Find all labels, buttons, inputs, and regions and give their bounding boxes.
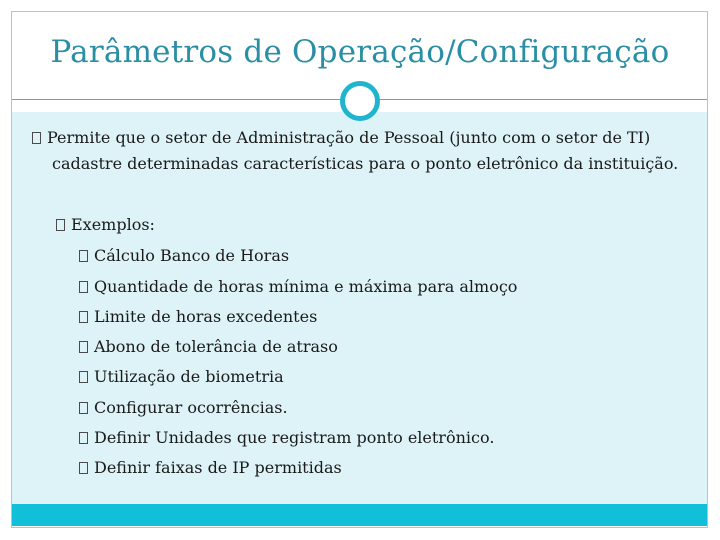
bullet-text: Permite que o setor de Administração de Pessoal (junto com o setor de TI)	[47, 128, 651, 147]
square-bullet-icon	[79, 311, 88, 323]
example-text: Configurar ocorrências.	[94, 398, 288, 417]
example-item	[79, 367, 284, 386]
example-item	[79, 337, 338, 356]
example-text: Utilização de biometria	[94, 367, 284, 386]
example-item	[79, 428, 494, 447]
example-text: Quantidade de horas mínima e máxima para almoço	[94, 277, 518, 296]
square-bullet-icon	[56, 219, 65, 231]
example-text: Cálculo Banco de Horas	[94, 246, 290, 265]
example-text: Definir Unidades que registram ponto eletrônico.	[94, 428, 495, 447]
example-text: Limite de horas excedentes	[94, 307, 318, 326]
example-item	[79, 277, 517, 296]
square-bullet-icon	[79, 250, 88, 262]
bullet-item	[32, 128, 650, 147]
example-item	[79, 307, 317, 326]
example-text: Definir faixas de IP permitidas	[94, 458, 342, 477]
square-bullet-icon	[79, 462, 88, 474]
examples-label: Exemplos:	[71, 215, 155, 234]
square-bullet-icon	[79, 402, 88, 414]
square-bullet-icon	[79, 341, 88, 353]
square-bullet-icon	[79, 432, 88, 444]
bottom-accent-bar	[12, 504, 707, 526]
example-text: Abono de tolerância de atraso	[94, 337, 338, 356]
square-bullet-icon	[32, 132, 41, 144]
square-bullet-icon	[79, 371, 88, 383]
bullet-continuation: cadastre determinadas características para o ponto eletrônico da instituição.	[52, 154, 679, 173]
example-item	[79, 458, 342, 477]
examples-heading	[56, 215, 155, 234]
example-item	[79, 246, 289, 265]
circle-ornament-icon	[340, 81, 380, 121]
slide-title: Parâmetros de Operação/Configuração	[50, 34, 670, 70]
example-item	[79, 398, 288, 417]
square-bullet-icon	[79, 281, 88, 293]
